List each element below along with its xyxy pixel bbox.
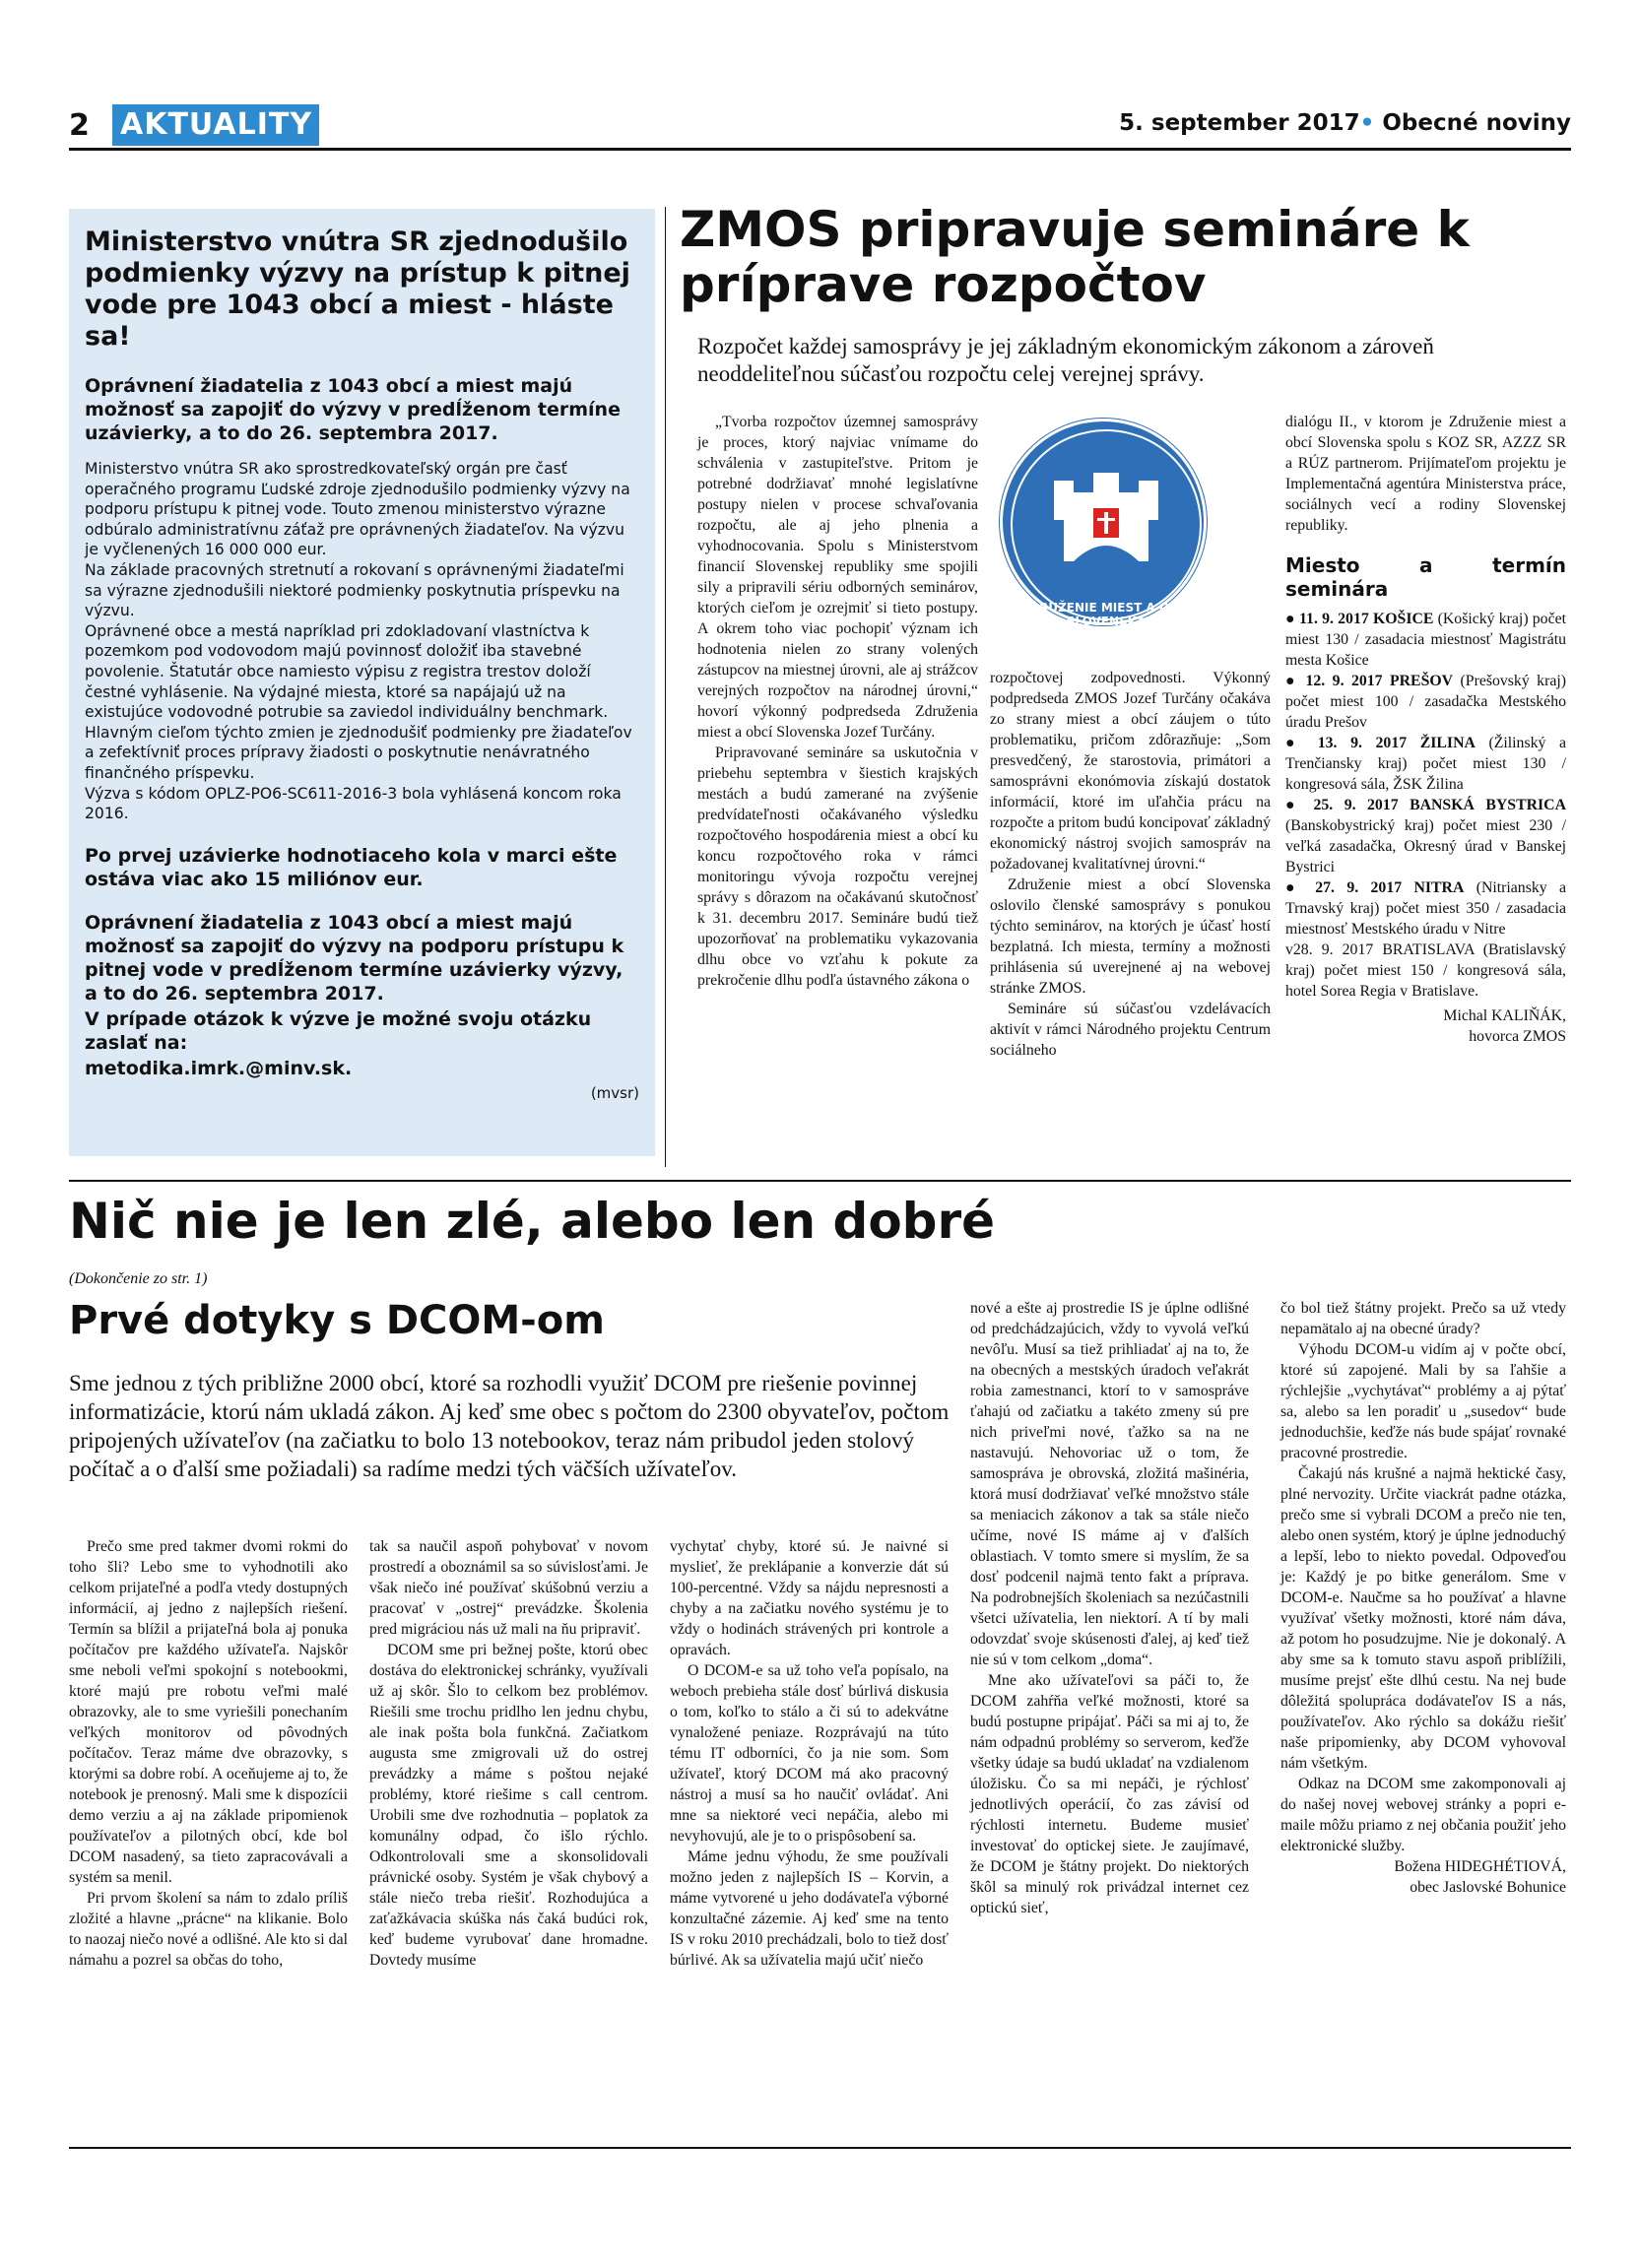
article-paragraph: Pri prvom školení sa nám to zdalo príliš zložité a hlavne „prácne“ na klikanie. Bolo to naozaj niečo nové a odlišné. Ale kto si dal námahu a pozrel sa občas do toho, <box>69 1890 348 1969</box>
article-paragraph: O DCOM-e sa už toho veľa popísalo, na weboch prebieha stále dosť búrlivá diskusia o tom, koľko to stálo a či sú to adekvátne vynaložené peniaze. Rozprávajú na túto tému IT odborníci, čo ja nie som. Som užívateľ, ktorý DCOM má ako pracovný nástroj a musí sa ho naučiť ovládať. Ani mne sa niektoré veci nepáčia, alebo mi nevyhovujú, ale je to o prispôsobení sa. <box>670 1662 949 1845</box>
box-paragraph: Ministerstvo vnútra SR ako sprostredkovateľský orgán pre časť operačného programu Ľudské zdroje zjednodušilo podmienky výzvy na podporu prístupu k pitnej vode. Touto zmenou ministerstvo výrazne odbúralo administratívnu záťaž pre oprávnených žiadateľov. Na výzvu je vyčlenených 16 000 000 eur. <box>85 460 630 559</box>
dcom-signature-name: Božena HIDEGHÉTIOVÁ, <box>1394 1858 1566 1875</box>
logo-text: ZDRUŽENIE MIEST A OBCÍ SLOVENSKA <box>1020 601 1192 628</box>
zmos-lead: Rozpočet každej samosprávy je jej základným ekonomickým zákonom a zároveň neoddeliteľnou súčasťou rozpočtu celej verejnej správy. <box>697 334 1434 386</box>
box-paragraph: Oprávnené obce a mestá napríklad pri zdokladovaní vlastníctva k pozemkom pod vodovodom majú povinnosť doložiť iba stavebné povolenie. Štatutár obce namiesto výpisu z registra trestov doloží čestné vyhlásenie. Na výdajné miesta, ktoré sa napájajú už na existujúce vodovodné potrubie sa zaviedol individuálny benchmark. <box>85 621 609 722</box>
box-paragraph: Hlavným cieľom týchto zmien je zjednodušiť podmienky pre žiadateľov a zefektívniť proces prípravy žiadosti o poskytnutie nenávratného finančného príspevku. <box>85 723 632 782</box>
ministry-box <box>69 209 655 1156</box>
dcom-lead: Sme jednou z tých približne 2000 obcí, ktoré sa rozhodli využiť DCOM pre riešenie povinnej informatizácie, ktorú nám ukladá zákon. Aj keď sme obec s počtom do 2300 obyvateľov, počtom pripojených užívateľov (na začiatku to bolo 13 notebookov, teraz nám pribudol jeden stolový počítač a o ďalší sme požiadali) sa radíme medzi tých väčších užívateľov. <box>69 1371 950 1481</box>
article-paragraph: Máme jednu výhodu, že sme používali možno jeden z najlepších IS – Korvin, a máme vytvorené u jeho dodávateľa výborné konzultačné zázemie. Aj keď sme na tento IS v roku 2010 prechádzali, bolo to tiež dosť búrlivé. Ak sa užívatelia majú učiť niečo <box>670 1848 949 1969</box>
dcom-title: Nič nie je len zlé, alebo len dobré <box>69 1193 996 1250</box>
issue-date: 5. september 2017 <box>1119 110 1360 136</box>
event-list <box>1285 609 1566 1002</box>
event-item <box>1285 609 1566 671</box>
box-contact-text: V prípade otázok k výzve je možné svoju otázku zaslať na: <box>85 1007 592 1054</box>
separator-dot: • <box>1359 110 1375 136</box>
article-paragraph: nové a ešte aj prostredie IS je úplne odlišné od predchádzajúcich, vždy to vyvolá veľkú nevôľu. Musí sa tiež prihliadať aj na to, že na obecných a mestských úradoch veľakrát robia zamestnanci, ktorí to v samospráve ťahajú od začiatku a takéto zmeny sú pre nich priveľmi nové, ťažko sa na ne nastavujú. Nehovoriac už o tom, že samospráva je obrovská, zložitá mašinéria, ktorá musí dodržiavať veľké množstvo stále sa meniacich zákonov a tak sa stále niečo učíme, nové IS máme aj v ďalších oblastiach. V tomto smere si myslím, že sa dosť podcenil najmä tento fakt a príprava. Na podrobnejších školeniach sa nezúčastnili všetci užívatelia, len niektorí. A tí by mali odovzdať svoje skúsenosti ďalej, aj keď tiež nie sú v tom celkom „doma“. <box>970 1300 1249 1668</box>
header-rule <box>69 148 1571 151</box>
article-paragraph: čo bol tiež štátny projekt. Prečo sa už vtedy nepamätalo aj na obecné úrady? <box>1280 1300 1566 1337</box>
event-item <box>1285 940 1566 1002</box>
paper-name: Obecné noviny <box>1382 110 1571 136</box>
article-paragraph: Odkaz na DCOM sme zakomponovali aj do našej novej webovej stránky a popri e-maile môžu priamo z nej občania použiť jeho elektronické služby. <box>1280 1776 1566 1854</box>
venue-heading: Miesto a termín seminára <box>1285 553 1566 601</box>
box-subheading: Oprávnení žiadatelia z 1043 obcí a miest majú možnosť sa zapojiť do výzvy na podporu prístupu k pitnej vode v predĺženom termíne uzávierky výzvy, a to do 26. septembra 2017. <box>85 911 624 1004</box>
box-subheading: Po prvej uzávierke hodnotiaceho kola v marci ešte ostáva viac ako 15 miliónov eur. <box>85 844 618 890</box>
article-paragraph: Výhodu DCOM-u vidím aj v počte obcí, ktoré sú zapojené. Mali by sa ľahšie a rýchlejšie „vychytávať“ problémy a aj pýtať sa, alebo sa len poradiť u „susedov“ bude jednoduchšie, keďže nás bude spájať rovnaké pracovné prostredie. <box>1280 1341 1566 1461</box>
box-email-link[interactable]: metodika.imrk.@minv.sk. <box>85 1057 353 1079</box>
article-paragraph: Čakajú nás krušné a najmä hektické časy, plné nervozity. Určite viackrát padne otázka, prečo sme si vybrali DCOM a prečo nie ten, alebo onen systém, ktorý je úplne jednoduchý a lepší, lebo to niekto povedal. Odpoveďou je: Každý je po bitke generálom. Sme v DCOM-e. Naučme sa ho používať a hlavne využívať všetky možnosti, ktoré nám dáva, až potom ho posudzujme. Nie je dokonalý. A aby sme sa k tomuto stavu aspoň priblížili, musíme prejsť ešte dlhú cestu. Na nej bude dôležitá spolupráca dodávateľov IS a nás, používateľov. Ako rýchlo sa dokážu riešiť naše pripomienky, aby DCOM vyhovoval nám všetkým. <box>1280 1465 1566 1772</box>
event-details: (Banskobystrický kraj) počet miest 230 / veľká zasadačka, Okresný úrad v Banskej Bystrici <box>1285 817 1566 875</box>
event-date-city: ● 27. 9. 2017 NITRA <box>1285 879 1465 896</box>
article-paragraph: Pripravované semináre sa uskutočnia v priebehu septembra v šiestich krajských mestách a budú zamerané na zvýšenie predvídateľnosti očakávaného výsledku rozpočtového hospodárenia miest a obcí ku koncu rozpočtového roka v rámci monitoringu vývoja rozpočtu verejnej správy s dôrazom na očakávanú skutočnosť k 31. decembru 2017. Semináre budú tiež upozorňovať na problematiku vykazovania dlhu obce vo vzťahu k pokute za prekročenie dlhu podľa ústavného zákona o <box>697 745 978 989</box>
article-paragraph: Združenie miest a obcí Slovenska oslovilo členské samosprávy s ponukou týchto seminárov, na ktorých je účasť hostí bezplatná. Ich miesta, termíny a možnosti prihlásenia sú uverejnené aj na webovej stránke ZMOS. <box>990 876 1271 997</box>
article-paragraph: Semináre sú súčasťou vzdelávacích aktivít v rámci Národného projektu Centrum sociálneho <box>990 1001 1271 1059</box>
article-paragraph: DCOM sme pri bežnej pošte, ktorú obec dostáva do elektronickej schránky, využívali už aj skôr. Šlo to celkom bez problémov. Riešili sme trochu pridlho len jednu chybu, ale inak pošta bola funkčná. Začiatkom augusta sme zmigrovali už do ostrej prevádzky a máme s poštou nejaké problémy, ktoré riešime s call centrom. Urobili sme dve rozhodnutia – poplatok za komunálny odpad, čo išlo rýchlo. Odkontrolovali sme a skonsolidovali právnické osoby. Systém je však chybový a stále niečo treba riešiť. Rozhodujúca a zaťažkávacia skúška nás čaká budúci rok, keď budeme vyrubovať dane hromadne. Dovtedy musíme <box>369 1642 648 1969</box>
issue-date-line <box>1119 110 1571 136</box>
dcom-signature-place: obec Jaslovské Bohunice <box>1410 1879 1566 1896</box>
box-lead: Oprávnení žiadatelia z 1043 obcí a miest majú možnosť sa zapojiť do výzvy v predĺženom termíne uzávierky, a to do 26. septembra 2017. <box>85 375 621 444</box>
event-item <box>1285 795 1566 877</box>
article-paragraph: „Tvorba rozpočtov územnej samosprávy je proces, ktorý najviac vnímame do schválenia v zastupiteľstve. Pritom je potrebné dodržiavať mnohé legislatívne postupy nielen v procese schvaľovania rozpočtu, ale aj jeho plnenia a vyhodnocovania. Spolu s Ministerstvom financií Slovenskej republiky sme spojili sily a pripravili sériu odborných seminárov, ktorých cieľom je ozrejmiť si tieto postupy. A okrem toho viac pochopiť význam ich hodnotenia nielen zo strany volených zástupcov na miestnej úrovni, ale aj strážcov verejných rozpočtov na národnej úrovni,“ hovorí výkonný podpredseda Združenia miest a obcí Slovenska Jozef Turčány. <box>697 414 978 741</box>
zmos-column-2 <box>990 668 1271 1061</box>
zmos-logo-emblem <box>1003 421 1210 628</box>
dcom-column-4 <box>970 1298 1249 1918</box>
box-paragraph: Výzva s kódom OPLZ-PO6-SC611-2016-3 bola vyhlásená koncom roka 2016. <box>85 784 622 823</box>
zmos-column-3 <box>1285 412 1566 1047</box>
dcom-subtitle: Prvé dotyky s DCOM-om <box>69 1298 605 1343</box>
article-paragraph: dialógu II., v ktorom je Združenie miest a obcí Slovenska spolu s KOZ SR, AZZZ SR a RÚZ partnerom. Prijímateľom projektu je Implementačná agentúra Ministerstva práce, sociálnych vecí a rodiny Slovenskej republiky. <box>1285 414 1566 534</box>
event-item <box>1285 877 1566 940</box>
article-paragraph: Prečo sme pred takmer dvomi rokmi do toho šli? Lebo sme to vyhodnotili ako celkom prijateľné a podľa vtedy dostupných informácií, aj jedno z najlepších riešení. Termín sa blížil a prijateľná bola aj ponuka počítačov pre každého užívateľa. Najskôr sme neboli veľmi spokojní s notebookmi, ktoré majú pre robotu veľmi malé obrazovky, ale to sme vyriešili ponechaním veľkých monitorov od pôvodných počítačov. Teraz máme dve obrazovky, s ktorými sa dobre robí. A oceňujeme aj to, že notebook je prenosný. Mali sme k dispozícii demo verziu a aj na základe pripomienok používateľov a pilotných obcí, kde bol DCOM nasadený, sa tieto zapracovávali a systém sa menil. <box>69 1538 348 1886</box>
zmos-column-1 <box>697 412 978 991</box>
box-title: Ministerstvo vnútra SR zjednodušilo podmienky výzvy na prístup k pitnej vode pre 1043 obcí a miest - hláste sa! <box>85 227 630 352</box>
zmos-signature-name: Michal KALIŇÁK, <box>1443 1007 1566 1024</box>
event-date-city: ● 11. 9. 2017 KOŠICE <box>1285 611 1434 627</box>
zmos-logo <box>1000 419 1207 628</box>
box-signature: (mvsr) <box>590 1083 639 1102</box>
footer-rule <box>69 2147 1571 2149</box>
event-details: v28. 9. 2017 BRATISLAVA (Bratislavský kraj) počet miest 150 / kongresová sála, hotel Sorea Regia v Bratislave. <box>1285 941 1566 1000</box>
zmos-signature-role: hovorca ZMOS <box>1469 1028 1566 1045</box>
article-paragraph: Mne ako užívateľovi sa páči to, že DCOM zahŕňa veľké možnosti, ktoré sa budú postupne pripájať. Páči sa mi aj to, že nám odpadnú problémy so serverom, keďže všetky údaje sa budú ukladať na vzdialenom úložisku. Čo sa mi nepáči, je rýchlosť jednotlivých operácií, čo zas závisí od rýchlosti internetu. Budeme musieť investovať do optickej siete. Je zaujímavé, že DCOM je štátny projekt. Do niektorých škôl sa minulý rok privádzal internet cez optickú sieť, <box>970 1672 1249 1916</box>
event-item <box>1285 671 1566 733</box>
event-date-city: ● 12. 9. 2017 PREŠOV <box>1285 673 1454 689</box>
event-date-city: ● 25. 9. 2017 BANSKÁ BYSTRICA <box>1285 797 1566 813</box>
page-number: 2 <box>69 108 90 143</box>
section-label: AKTUALITY <box>112 104 319 146</box>
box-paragraph: Na základe pracovných stretnutí a rokovaní s oprávnenými žiadateľmi sa výrazne zjednodušili niektoré podmienky poskytnutia príspevku na výzvu. <box>85 560 624 620</box>
zmos-title: ZMOS pripravuje semináre k príprave rozpočtov <box>680 201 1470 313</box>
event-details: (Nitriansky a Trnavský kraj) počet miest 350 / zasadacia miestnosť Mestského úradu v Nitre <box>1285 879 1566 938</box>
box-body <box>85 459 639 824</box>
dcom-column-3 <box>670 1536 949 1971</box>
dcom-column-5 <box>1280 1298 1566 1898</box>
event-details: (Žilinský a Trenčiansky kraj) počet miest 130 / kongresová sála, ŽSK Žilina <box>1285 735 1566 793</box>
dcom-column-1 <box>69 1536 348 1971</box>
section-rule <box>69 1180 1571 1182</box>
event-details: (Košický kraj) počet miest 130 / zasadacia miestnosť Magistrátu mesta Košice <box>1285 611 1566 669</box>
event-item <box>1285 733 1566 795</box>
event-details: (Prešovský kraj) počet miest 100 / zasadačka Mestského úradu Prešov <box>1285 673 1566 731</box>
article-paragraph: tak sa naučil aspoň pohybovať v novom prostredí a oboznámil sa so súvislosťami. Je však niečo iné používať skúšobnú verziu a pracovať v „ostrej“ prevádzke. Školenia pred migráciou nás už mali na ňu pripraviť. <box>369 1538 648 1638</box>
continuation-note: (Dokončenie zo str. 1) <box>69 1270 208 1287</box>
column-divider <box>665 207 666 1167</box>
article-paragraph: rozpočtovej zodpovednosti. Výkonný podpredseda ZMOS Jozef Turčány očakáva zo strany miest a obcí záujem o túto problematiku, pričom zdôrazňuje: „Som presvedčený, že starostovia, primátori a samosprávni ekonómovia získajú dostatok informácií, ktoré im uľahčia prácu na rozpočte a pritom budú koncipovať základný ekonomický nástroj svojich samospráv na požadovanej kvalitatívnej úrovni.“ <box>990 670 1271 873</box>
article-paragraph: vychytať chyby, ktoré sú. Je naivné si myslieť, že preklápanie a konverzie dát sú 100-percentné. Vždy sa nájdu nepresnosti a chyby a na začiatku nového systému je to vždy o hodinách strávených pri kontrole a opravách. <box>670 1538 949 1658</box>
dcom-column-2 <box>369 1536 648 1971</box>
event-date-city: ● 13. 9. 2017 ŽILINA <box>1285 735 1476 751</box>
